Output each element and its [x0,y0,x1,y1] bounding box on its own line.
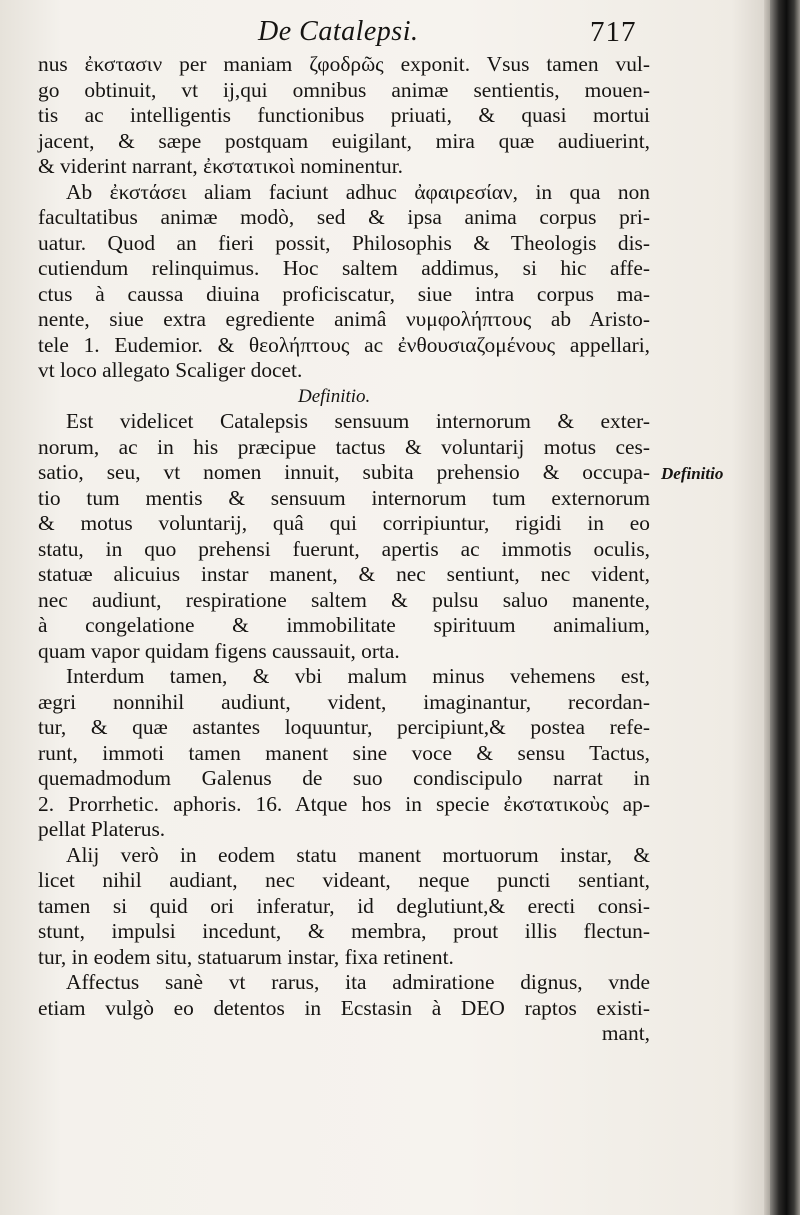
text-line: quemadmodum Galenus de suo condiscipulo narrat in [38,766,650,790]
text-line: Ab ἐκστάσει aliam faciunt adhuc ἀφαιρεσίαν, in qua non [66,179,650,204]
text-line: ctus à caussa diuina proficiscatur, siue intra corpus ma- [38,281,650,306]
text-line: Definitio. [298,385,371,407]
text-line: vt loco allegato Scaliger docet. [38,358,303,382]
text-line: tamen si quid ori inferatur, id deglutiunt,& erecti consi- [38,893,650,918]
page-number: 717 [590,16,637,48]
text-line: runt, immoti tamen manent sine voce & sensu Tactus, [38,740,650,765]
text-line: norum, ac in his præcipue tactus & voluntarij motus ces- [38,434,650,459]
text-line: 2. Prorrhetic. aphoris. 16. Atque hos in specie ἐκστατικοὺς ap- [38,791,650,816]
text-line: Est videlicet Catalepsis sensuum internorum & exter- [66,409,650,433]
body-text [38,52,650,1047]
text-line: Alij verò in eodem statu manent mortuorum instar, & [66,842,650,867]
text-line: jacent, & sæpe postquam euigilant, mira quæ audiuerint, [38,128,650,153]
book-spine [770,0,800,1215]
text-line: etiam vulgò eo detentos in Ecstasin à DEO raptos existi- [38,995,650,1020]
text-line: go obtinuit, vt ij,qui omnibus animæ sentientis, mouen- [38,77,650,102]
text-line: tur, in eodem situ, statuarum instar, fixa retinent. [38,944,454,969]
running-title: De Catalepsi. [258,16,419,47]
text-line: & viderint narrant, ἐκστατικοὶ nominentur. [38,154,403,178]
text-line: quam vapor quidam figens caussauit, orta. [38,638,400,663]
text-line: nec audiunt, respiratione saltem & pulsu saluo manente, [38,587,650,612]
text-line: tele 1. Eudemior. & θεολήπτους ac ἐνθουσιαζομένους appellari, [38,332,650,357]
text-line: licet nihil audiant, nec videant, neque puncti sentiant, [38,868,650,892]
text-line: satio, seu, vt nomen innuit, subita prehensio & occupa- [38,460,650,484]
text-line: facultatibus animæ modò, sed & ipsa anima corpus pri- [38,205,650,229]
text-line: stunt, impulsi incedunt, & membra, prout illis flectun- [38,919,650,943]
text-line: tis ac intelligentis functionibus priuati, & quasi mortui [38,103,650,127]
text-line: à congelatione & immobilitate spirituum animalium, [38,613,650,637]
text-line: statuæ alicuius instar manent, & nec sentiunt, nec vident, [38,562,650,586]
text-line: cutiendum relinquimus. Hoc saltem addimus, si hic affe- [38,256,650,280]
text-line: statu, in quo prehensi fuerunt, apertis ac immotis oculis, [38,536,650,561]
text-line: nus ἐκστασιν per maniam ζφοδρῶς exponit. Vsus tamen vul- [38,52,650,76]
text-line: nente, siue extra egrediente animâ νυμφολήπτους ab Aristo- [38,307,650,331]
text-line: Interdum tamen, & vbi malum minus vehemens est, [66,664,650,688]
text-line: tio tum mentis & sensuum internorum tum externorum [38,485,650,510]
margin-note: Definitio [661,464,724,483]
text-line: & motus voluntarij, quâ qui corripiuntur, rigidi in eo [38,511,650,535]
page-header [0,14,770,54]
text-line: tur, & quæ astantes loquuntur, percipiunt,& postea refe- [38,715,650,739]
text-line: ægri nonnihil audiunt, vident, imaginantur, recordan- [38,689,650,714]
text-line: pellat Platerus. [38,817,166,841]
text-line: uatur. Quod an fieri possit, Philosophis & Theologis dis- [38,230,650,255]
text-line: Affectus sanè vt rarus, ita admiratione dignus, vnde [66,970,650,994]
text-line: mant, [601,1021,650,1045]
